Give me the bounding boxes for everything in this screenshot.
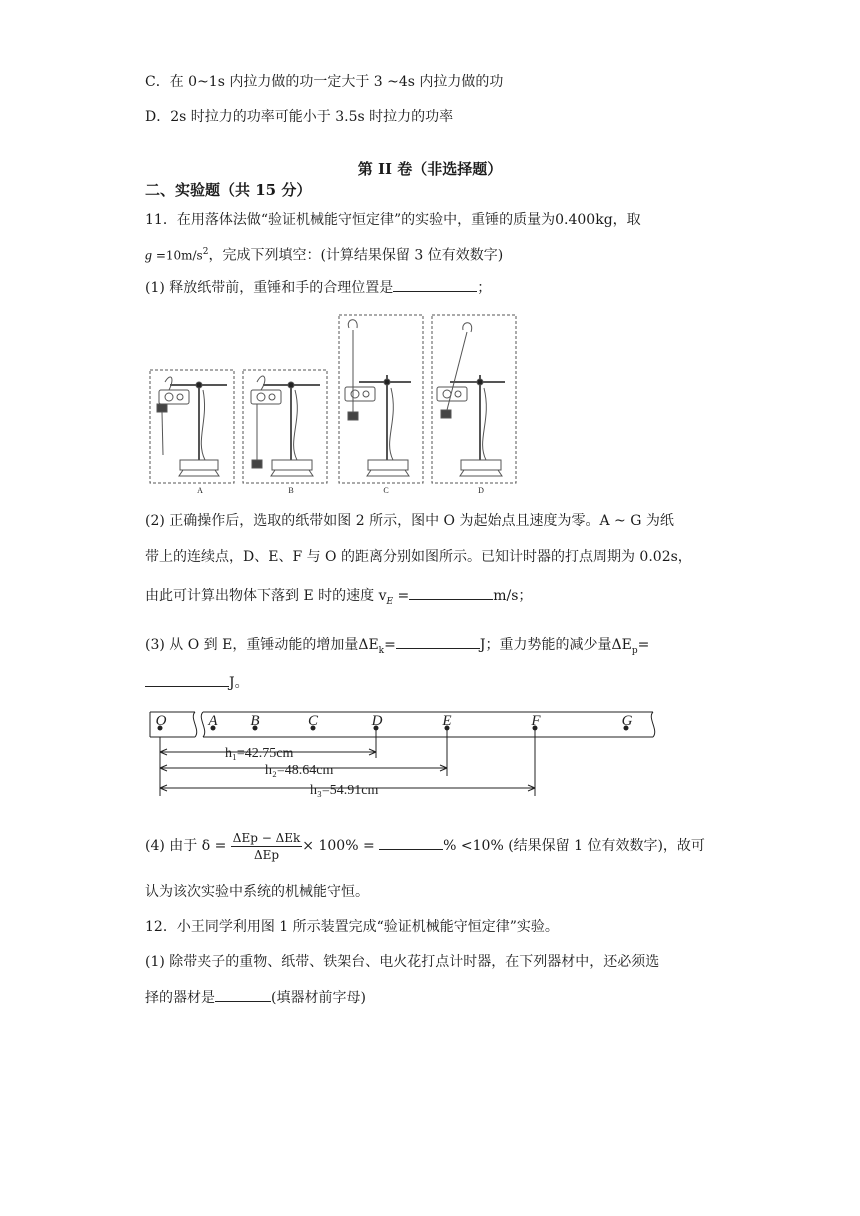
- answer-blank-velocity[interactable]: [409, 585, 493, 600]
- g-value: =10m/s: [152, 248, 203, 263]
- distance-h2: h₂=48.64cm: [265, 763, 334, 778]
- efficiency-fraction: [231, 830, 303, 863]
- tape-label-d: D: [371, 713, 383, 729]
- q11-part3-eq2: =: [637, 637, 650, 653]
- q12-line2: (1) 除带夹子的重物、纸带、铁架台、电火花打点计时器，在下列器材中，还必须选: [145, 954, 660, 970]
- q11-line1: 11．在用落体法做“验证机械能守恒定律”的实验中，重锤的质量为0.400kg，取: [145, 212, 641, 228]
- tape-label-o: O: [155, 713, 167, 729]
- tape-label-g: G: [621, 713, 633, 729]
- q12-line1: 12．小王同学利用图 1 所示装置完成“验证机械能守恒定律”实验。: [145, 919, 559, 935]
- q11-part4-text: (4) 由于 δ =: [145, 838, 227, 854]
- tape-label-b: B: [250, 713, 260, 729]
- q11-part2-eq: =: [393, 588, 410, 604]
- distance-h3: h₃=54.91cm: [310, 783, 379, 798]
- fig-label-c: C: [383, 486, 389, 495]
- q11-part3-end: J。: [229, 675, 249, 691]
- option-c: C．在 0~1s 内拉力做的功一定大于 3 ~4s 内拉力做的功: [145, 74, 504, 90]
- fraction-denominator: ΔEp: [253, 847, 280, 862]
- q11-part2-line1: (2) 正确操作后，选取的纸带如图 2 所示，图中 O 为起始点且速度为零。A ~ G 为纸: [145, 513, 674, 529]
- apparatus-c: [339, 315, 423, 483]
- q11-part3-text: (3) 从 O 到 E，重锤动能的增加量ΔE: [145, 637, 379, 653]
- apparatus-b: [243, 370, 327, 483]
- q11-line2-rest: ，完成下列填空：(计算结果保留 3 位有效数字): [208, 247, 504, 264]
- ek-subscript: k: [378, 645, 385, 656]
- section-heading: 二、实验题（共 15 分）: [145, 181, 312, 199]
- answer-blank-ek[interactable]: [396, 634, 480, 649]
- answer-blank-ep[interactable]: [145, 672, 229, 687]
- q11-part4-line1: [145, 826, 705, 866]
- tape-segment-right: [201, 712, 654, 737]
- fraction-numerator: ΔEp − ΔEk: [232, 830, 301, 845]
- q12-line3: [145, 987, 366, 1008]
- q11-part4-tail: % <10% (结果保留 1 位有效数字)，故可: [443, 838, 705, 854]
- fig-label-b: B: [288, 486, 294, 495]
- q11-line2: [145, 242, 503, 267]
- tape-label-c: C: [307, 713, 319, 729]
- q11-part3-mid: J；重力势能的减少量ΔE: [479, 637, 632, 653]
- q12-line3-tail: (填器材前字母): [271, 990, 366, 1006]
- ep-subscript: p: [631, 645, 638, 656]
- tape-label-a: A: [208, 713, 218, 729]
- q11-part4-eq: × 100% =: [302, 838, 375, 854]
- section-title: 第 II 卷（非选择题）: [357, 160, 503, 178]
- q11-part2-line2: 带上的连续点，D、E、F 与 O 的距离分别如图所示。已知计时器的打点周期为 0.02s，: [145, 549, 692, 565]
- q11-part2-line3: [145, 585, 532, 612]
- tape-label-f: F: [531, 713, 541, 729]
- apparatus-d: [432, 315, 516, 483]
- q11-part3-line2: [145, 672, 249, 693]
- apparatus-figure: [145, 310, 525, 500]
- g-exponent: 2: [202, 247, 209, 257]
- fig-label-a: A: [197, 486, 203, 495]
- distance-h1: h₁=42.75cm: [225, 746, 294, 761]
- answer-blank-1[interactable]: [393, 277, 477, 292]
- q11-part3-eq1: =: [384, 637, 396, 653]
- fig-label-d: D: [478, 486, 484, 495]
- q11-part1-end: ；: [477, 280, 492, 296]
- q11-part1-text: (1) 释放纸带前，重锤和手的合理位置是: [145, 280, 394, 296]
- velocity-unit: m/s；: [493, 588, 533, 604]
- q11-part2-line3-text: 由此可计算出物体下落到 E 时的速度 v: [145, 588, 387, 604]
- paper-tape-figure: [145, 706, 660, 802]
- q11-part1: [145, 277, 491, 298]
- answer-blank-delta[interactable]: [379, 835, 443, 850]
- velocity-subscript: E: [386, 596, 394, 607]
- q11-part4-line2: 认为该次实验中系统的机械能守恒。: [145, 884, 369, 900]
- tape-label-e: E: [442, 713, 452, 729]
- apparatus-a: [150, 370, 234, 483]
- option-d: D．2s 时拉力的功率可能小于 3.5s 时拉力的功率: [145, 109, 454, 125]
- q11-part3-line1: [145, 634, 649, 661]
- answer-blank-equipment[interactable]: [215, 987, 271, 1002]
- g-symbol: g: [145, 248, 152, 264]
- q12-line3-text: 择的器材是: [145, 990, 215, 1006]
